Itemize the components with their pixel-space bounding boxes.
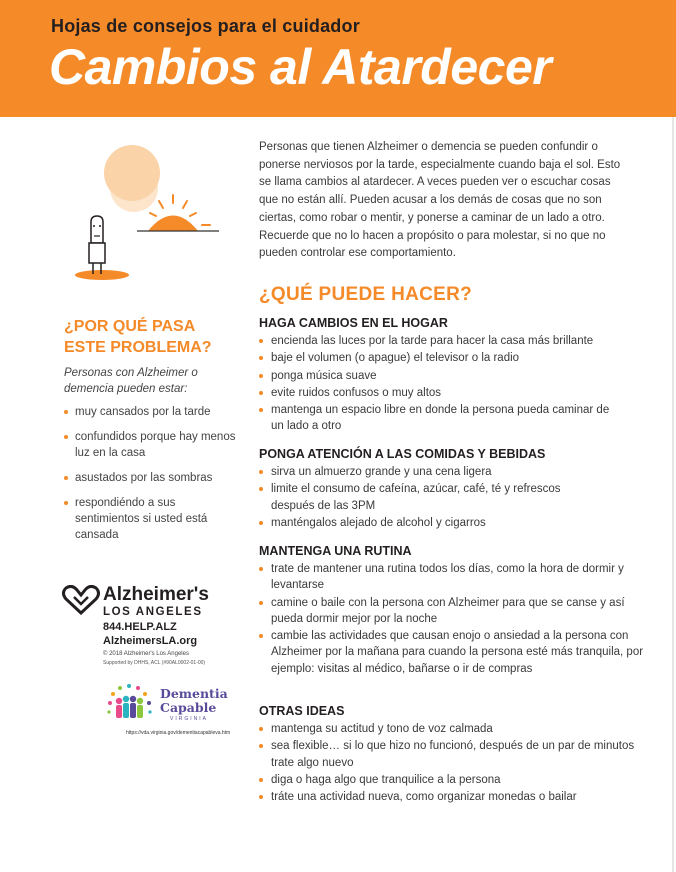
tip-item: sirva un almuerzo grande y una cena ligera (259, 464, 634, 480)
page-title: Cambios al Atardecer (49, 39, 552, 95)
why-intro: Personas con Alzheimer o demencia pueden estar: (64, 367, 198, 395)
alz-supported: Supported by DHHS, ACL (#90AL0002-01-00) (103, 660, 206, 666)
people-circle-icon (104, 683, 156, 727)
why-item: respondiéndo a sus sentimientos si usted está cansada (64, 495, 239, 543)
tip-item: limite el consumo de cafeína, azúcar, café, té y refrescos después de las 3PM (259, 481, 601, 514)
intro-paragraph: Personas que tienen Alzheimer o demencia se pueden confundir o ponerse nerviosos por la tarde, especialmente cuando baja el sol. Esto se llama cambios al atardecer. A veces pueden ver o escuchar cosas que no están allí. Pueden acusar a los demás de cosas que no son ciertas, como robar o mentir, y ponerse a caminar de un lado a otro. Recuerde que no lo hacen a propósito o para molestar, si no que no pueden controlar ese comportamiento. (259, 141, 621, 260)
tip-item: tráte una actividad nueva, como organizar monedas o bailar (259, 789, 634, 805)
what-heading: ¿QUÉ PUEDE HACER? (259, 284, 473, 305)
tip-item: baje el volumen (o apague) el televisor o la radio (259, 350, 634, 366)
alz-copyright: © 2018 Alzheimer's Los Angeles (103, 651, 189, 657)
tip-item: trate de mantener una rutina todos los días, como la hora de dormir y levantarse (259, 561, 641, 594)
dc-state: VIRGINIA (170, 716, 208, 722)
tip-item: cambie las actividades que causan enojo o ansiedad a la persona con Alzheimer por la mañana para cuando la persona esté más tranquila, por ejemplo: visitas al médico, bañarse o ir de compras (259, 628, 646, 677)
why-heading: ¿POR QUÉ PASA ESTE PROBLEMA? (64, 318, 212, 356)
why-list (64, 404, 239, 543)
tip-item: diga o haga algo que tranquilice a la persona (259, 772, 634, 788)
dc-name-line1: Dementia (160, 686, 228, 701)
section-title: OTRAS IDEAS (259, 704, 345, 718)
alz-region: LOS ANGELES (103, 606, 203, 618)
why-item: confundidos porque hay menos luz en la casa (64, 429, 239, 461)
section-title: HAGA CAMBIOS EN EL HOGAR (259, 316, 448, 330)
tip-item: camine o baile con la persona con Alzheimer para que se canse y así pueda dormir mejor por la noche (259, 595, 646, 628)
why-item: muy cansados por la tarde (64, 404, 239, 420)
section-home (259, 316, 634, 436)
tip-item: mantenga un espacio libre en donde la persona pueda caminar de un lado a otro (259, 402, 611, 435)
alz-name: Alzheimer's (103, 584, 209, 605)
section-title: MANTENGA UNA RUTINA (259, 544, 412, 558)
dc-name-line2: Capable (160, 700, 217, 715)
tip-item: evite ruidos confusos o muy altos (259, 385, 634, 401)
tip-item: ponga música suave (259, 368, 634, 384)
tip-item: encienda las luces por la tarde para hacer la casa más brillante (259, 333, 634, 349)
header-kicker: Hojas de consejos para el cuidador (51, 16, 360, 36)
alzheimers-la-logo (62, 583, 242, 673)
alz-phone: 844.HELP.ALZ (103, 621, 177, 633)
section-routine (259, 544, 644, 678)
dementia-capable-logo (104, 683, 244, 743)
section-title: PONGA ATENCIÓN A LAS COMIDAS Y BEBIDAS (259, 447, 546, 461)
dc-name (160, 687, 228, 715)
alz-website: AlzheimersLA.org (103, 635, 198, 647)
heart-logo-icon (62, 585, 100, 615)
sunset-person-illustration (74, 140, 224, 290)
why-item: asustados por las sombras (64, 470, 239, 486)
tip-item: manténgalos alejado de alcohol y cigarros (259, 515, 634, 531)
tip-item: sea flexible… si lo que hizo no funcionó, después de un par de minutos trate algo nuevo (259, 738, 641, 771)
page-edge (672, 117, 674, 872)
tip-item: mantenga su actitud y tono de voz calmada (259, 721, 634, 737)
section-other (259, 704, 634, 806)
section-food (259, 447, 634, 532)
header-banner (0, 0, 676, 117)
dc-url[interactable]: https://vda.virginia.gov/dementiacapableva.htm (126, 730, 231, 736)
